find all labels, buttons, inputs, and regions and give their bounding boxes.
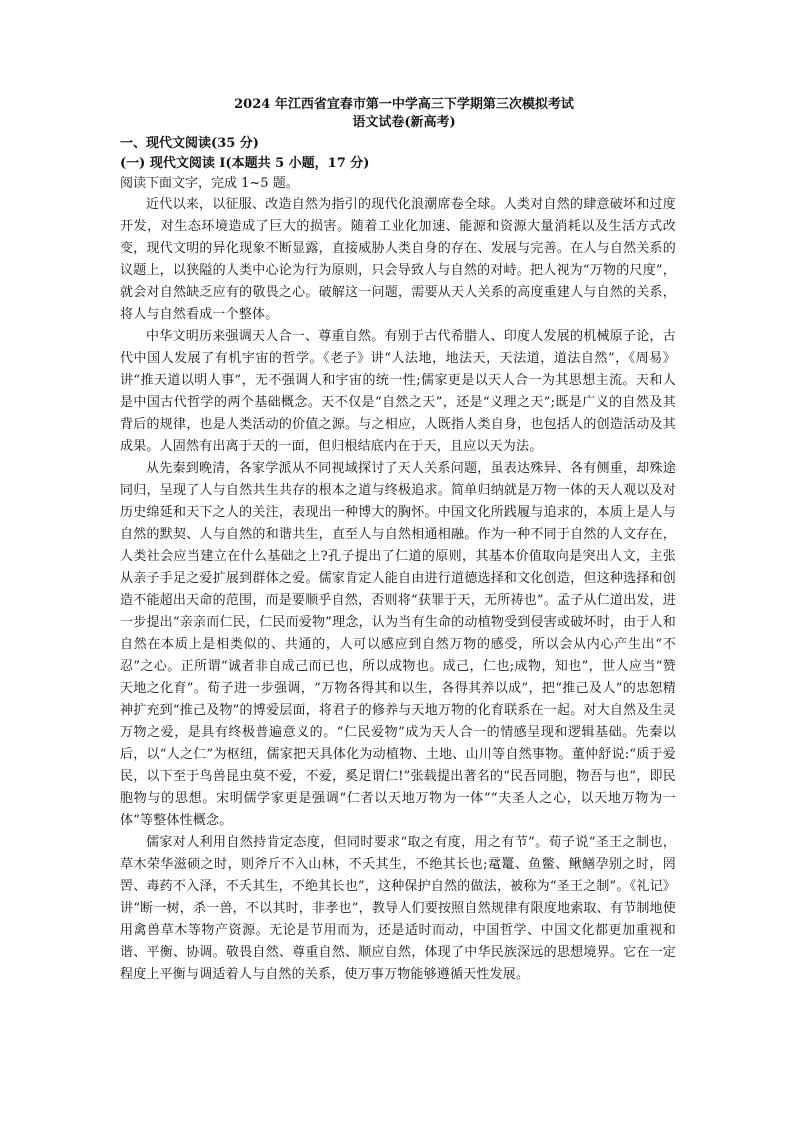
passage-paragraph-1: 近代以来，以征服、改造自然为指引的现代化浪潮席卷全球。人类对自然的肆意破坏和过度开发，对生态环境造成了巨大的损害。随着工业化加速、能源和资源大量消耗以及生活方式改变，现代文明的异化现象不断显露，直接威胁人类自身的存在、发展与完善。在人与自然关系的议题上，以狭隘的人类中心论为行为原则，只会导致人与自然的对峙。把人视为“万物的尺度”，就会对自然缺乏应有的敬畏之心。破解这一问题，需要从天人关系的高度重建人与自然的关系，将人与自然看成一个整体。 (120, 197, 676, 322)
exam-page (120, 96, 676, 986)
passage-paragraph-4: 儒家对人利用自然持肯定态度，但同时要求“取之有度，用之有节”。荀子说“圣王之制也，草木荣华滋硕之时，则斧斤不入山林，不夭其生，不绝其长也;鼋鼍、鱼鳖、鳅鳝孕别之时，罔罟、毒药不入泽，不夭其生，不绝其长也”，这种保护自然的做法，被称为“圣王之制”。《礼记》讲“断一树，杀一兽，不以其时，非孝也”，教导人们要按照自然规律有限度地索取、有节制地使用禽兽草木等物产资源。无论是节用而为，还是适时而动，中国哲学、中国文化都更加重视和谐、平衡、协调。敬畏自然、尊重自然、顺应自然，体现了中华民族深远的思想境界。它在一定程度上平衡与调适着人与自然的关系，使万事万物能够遵循天性发展。 (120, 835, 676, 982)
exam-title: 2024 年江西省宜春市第一中学高三下学期第三次模拟考试 (234, 97, 574, 112)
reading-instruction: 阅读下面文字，完成 1~5 题。 (120, 176, 299, 191)
exam-subtitle: 语文试卷(新高考) (352, 115, 456, 130)
subsection-heading: (一) 现代文阅读 I(本题共 5 小题，17 分) (120, 156, 370, 171)
section-heading: 一、现代文阅读(35 分) (120, 136, 259, 151)
passage-paragraph-3: 从先秦到晚清，各家学派从不同视域探讨了天人关系问题，虽表达殊异、各有侧重，却殊途同归，呈现了人与自然共生共存的根本之道与终极追求。简单归纳就是万物一体的天人观以及对历史绵延和天下之人的关注，表现出一种博大的胸怀。中国文化所践履与追求的，本质上是人与自然的默契、人与自然的和谐共生，直至人与自然相通相融。作为一种不同于自然的人文存在，人类社会应当建立在什么基础之上?孔子提出了仁道的原则，其基本价值取向是突出人文，主张从亲子手足之爱扩展到群体之爱。儒家肯定人能自由进行道德选择和文化创造，但这种选择和创造不能超出天命的范围，而是要顺乎自然，否则将“获罪于天，无所祷也”。孟子从仁道出发，进一步提出“亲亲而仁民，仁民而爱物”理念，认为当有生命的动植物受到侵害或破坏时，由于人和自然在本质上是相类似的、共通的，人可以感应到自然万物的感受，所以会从内心产生出“不忍”之心。正所谓“诚者非自成己而已也，所以成物也。成己，仁也;成物，知也”，世人应当“赞天地之化育”。荀子进一步强调，“万物各得其和以生，各得其养以成”，把“推己及人”的忠恕精神扩充到“推己及物”的博爱层面，将君子的修养与天地万物的化育联系在一起。对大自然及生灵万物之爱，是具有终极普遍意义的。“仁民爱物”成为天人合一的情感呈现和逻辑基础。先秦以后，以“人之仁”为枢纽，儒家把天具体化为动植物、土地、山川等自然事物。董仲舒说:“质于爱民，以下至于鸟兽昆虫莫不爱，不爱，奚足谓仁!”张载提出著名的“民吾同胞，物吾与也”，即民胞物与的思想。宋明儒学家更是强调“仁者以天地万物为一体”“夫圣人之心，以天地万物为一体”等整体性概念。 (120, 461, 676, 828)
passage-paragraph-2: 中华文明历来强调天人合一、尊重自然。有别于古代希腊人、印度人发展的机械原子论，古代中国人发展了有机宇宙的哲学。《老子》讲“人法地，地法天，天法道，道法自然”，《周易》讲“推天道以明人事”，无不强调人和宇宙的统一性;儒家更是以天人合一为其思想主流。天和人是中国古代哲学的两个基础概念。天不仅是“自然之天”，还是“义理之天”;既是广义的自然及其背后的规律，也是人类活动的价值之源。与之相应，人既指人类自身，也包括人的创造活动及其成果。人固然有出离于天的一面，但归根结底内在于天，且应以天为法。 (120, 329, 676, 454)
